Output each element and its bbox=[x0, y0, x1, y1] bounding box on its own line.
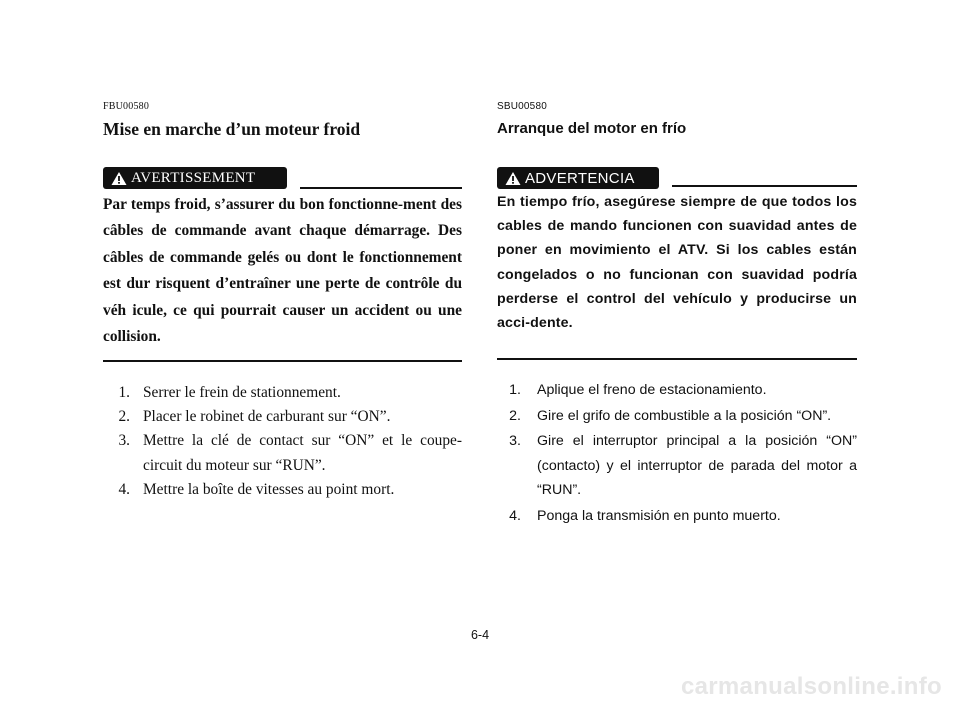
step-text: Gire el interruptor principal a la posición “ON” (contacto) y el interruptor de parada del motor a “RUN”. bbox=[537, 433, 857, 499]
step-text: Placer le robinet de carburant sur “ON”. bbox=[143, 408, 391, 426]
warning-header-rule bbox=[300, 187, 462, 189]
step-text: Ponga la transmisión en punto muerto. bbox=[537, 507, 781, 524]
warning-text: Par temps froid, s’assurer du bon fonctionne-ment des câbles de commande avant chaque démarrage. Des câbles de commande gelés ou dont le fonctionnement est dur risquent d’entraîner une perte de contrôle du véh icule, ce qui pourrait causer un accident ou une collision. bbox=[103, 196, 462, 346]
list-item bbox=[103, 429, 462, 477]
warning-header bbox=[103, 167, 462, 191]
section-code: SBU00580 bbox=[497, 101, 547, 112]
page-number: 6-4 bbox=[470, 628, 490, 642]
list-item bbox=[103, 478, 462, 502]
step-number: 4. bbox=[509, 507, 521, 524]
step-number: 1. bbox=[118, 384, 130, 401]
step-text: Mettre la boîte de vitesses au point mort. bbox=[143, 480, 395, 498]
step-number: 2. bbox=[118, 408, 130, 426]
step-text: Aplique el freno de estacionamiento. bbox=[537, 382, 767, 398]
step-text: Gire el grifo de combustible a la posición “ON”. bbox=[537, 407, 832, 424]
step-list bbox=[103, 381, 462, 502]
warning-header bbox=[497, 167, 857, 191]
list-item bbox=[497, 378, 857, 403]
section-heading: Arranque del motor en frío bbox=[497, 120, 687, 137]
warning-bottom-rule bbox=[103, 360, 462, 362]
warning-tag bbox=[103, 167, 287, 189]
step-number: 2. bbox=[509, 407, 521, 424]
warning-text: En tiempo frío, asegúrese siempre de que todos los cables de mando funcionen con suavidad antes de poner en movimiento el ATV. Si los cables están congelados o no funcionan con suavidad podría perderse el control del vehículo y producirse un acci-dente. bbox=[497, 194, 857, 332]
step-number: 4. bbox=[118, 480, 130, 498]
list-item bbox=[497, 429, 857, 503]
section-heading: Mise en marche d’un moteur froid bbox=[103, 119, 361, 139]
step-number: 3. bbox=[118, 432, 130, 450]
warning-bottom-rule bbox=[497, 358, 857, 360]
watermark: carmanualsonline.info bbox=[680, 673, 942, 700]
section-code: FBU00580 bbox=[103, 101, 150, 112]
warning-triangle-icon bbox=[111, 171, 127, 186]
warning-header-rule bbox=[672, 185, 857, 187]
warning-label: AVERTISSEMENT bbox=[131, 169, 256, 186]
step-text: Mettre la clé de contact sur “ON” et le coupe-circuit du moteur sur “RUN”. bbox=[143, 432, 462, 474]
list-item bbox=[497, 504, 857, 529]
list-item bbox=[103, 381, 462, 405]
list-item bbox=[497, 404, 857, 429]
step-number: 3. bbox=[509, 433, 521, 450]
step-number: 1. bbox=[509, 382, 521, 398]
warning-triangle-icon bbox=[505, 171, 521, 186]
list-item bbox=[103, 405, 462, 429]
step-list bbox=[497, 378, 857, 529]
warning-label: ADVERTENCIA bbox=[525, 169, 635, 187]
step-text: Serrer le frein de stationnement. bbox=[143, 384, 341, 401]
warning-tag bbox=[497, 167, 659, 189]
